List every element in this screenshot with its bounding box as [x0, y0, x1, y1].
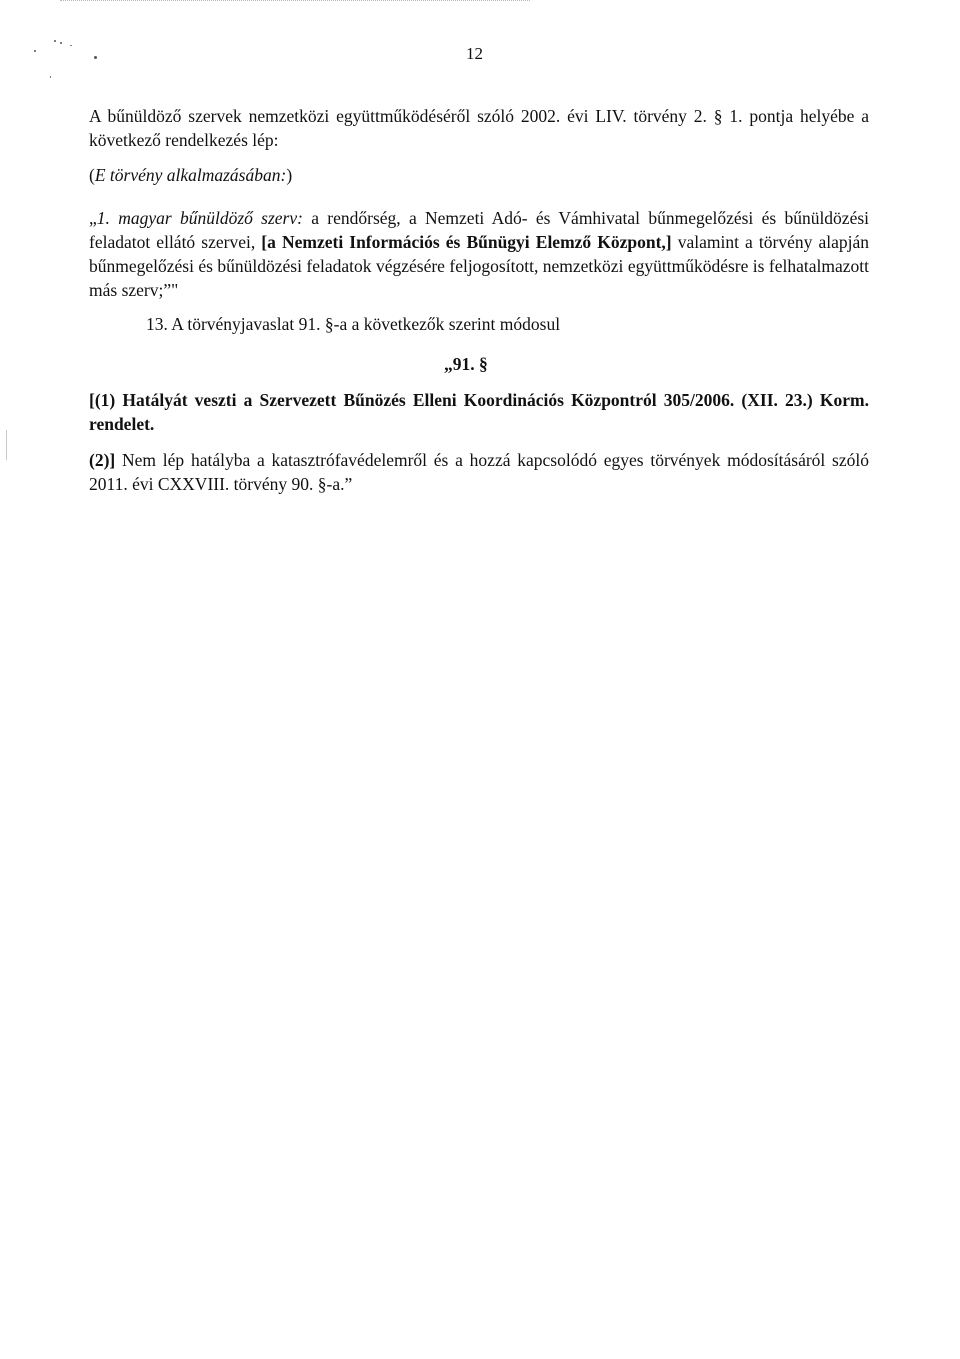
definition-text-part-2: valamint a törvény alapján bűnmegelőzési és bűnüldözési feladatok végzésére feljogosított, nemzetközi együttműködésre is felhatalmazott más szerv;”" — [89, 232, 869, 300]
final-text: Nem lép hatályba a katasztrófavédelemről és a hozzá kapcsolódó egyes törvények módosításáról szóló 2011. évi CXXVIII. törvény 90. §-a.” — [89, 450, 869, 494]
section-heading: „91. § — [444, 354, 488, 374]
scan-specks — [30, 40, 100, 80]
context-line — [89, 163, 869, 187]
page-number: 12 — [466, 44, 483, 63]
scan-speck — [60, 42, 62, 44]
final-paragraph — [89, 448, 869, 496]
scan-speck — [50, 76, 51, 78]
definition-deleted-bracket: [a Nemzeti Információs és Bűnügyi Elemző Központ,] — [261, 232, 672, 252]
scan-speck — [94, 56, 97, 59]
final-bracket-prefix: (2)] — [89, 450, 116, 470]
definition-number: 1. — [96, 208, 119, 228]
top-scan-rule — [60, 0, 530, 2]
definition-text-part-1: a rendőrség, a Nemzeti Adó- és Vámhivatal bűnmegelőzési és bűnüldözési feladatot ellátó szervei, — [89, 208, 870, 252]
context-open-paren: ( — [89, 165, 95, 185]
repeal-paragraph: [(1) Hatályát veszti a Szervezett Bűnözés Elleni Koordinációs Központról 305/2006. (XII. 23.) Korm. rendelet. — [89, 390, 869, 434]
definition-paragraph — [89, 206, 869, 302]
amendment-line: 13. A törvényjavaslat 91. §-a a következők szerint módosul — [146, 314, 561, 334]
context-close-paren: ) — [286, 165, 293, 185]
scan-speck — [70, 45, 72, 46]
definition-quote-open: „ — [89, 208, 97, 228]
margin-scan-mark — [6, 430, 7, 460]
definition-term: magyar bűnüldöző szerv: — [118, 208, 303, 228]
intro-paragraph: A bűnüldöző szervek nemzetközi együttműködéséről szóló 2002. évi LIV. törvény 2. § 1. pontja helyébe a következő rendelkezés lép: — [89, 106, 869, 150]
context-phrase: E törvény alkalmazásában: — [94, 165, 287, 185]
scan-speck — [34, 50, 36, 52]
scan-speck — [54, 40, 56, 42]
